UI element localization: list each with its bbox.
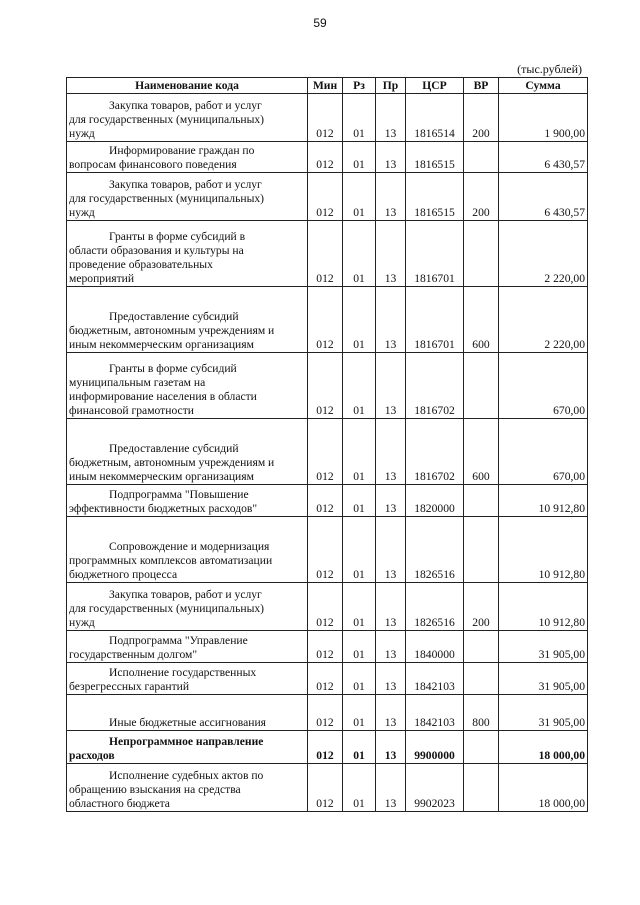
cell-csr: 9900000 <box>406 731 464 764</box>
cell-min: 012 <box>308 731 343 764</box>
cell-pr: 13 <box>376 221 406 287</box>
table-row <box>67 287 588 353</box>
cell-pr: 13 <box>376 353 406 419</box>
cell-name-line: иным некоммерческим организациям <box>69 470 254 483</box>
cell-rz: 01 <box>343 419 376 485</box>
cell-rz: 01 <box>343 142 376 173</box>
cell-min: 012 <box>308 631 343 663</box>
cell-csr: 1816702 <box>406 419 464 485</box>
cell-csr: 1816701 <box>406 221 464 287</box>
cell-min: 012 <box>308 663 343 695</box>
table-body <box>67 94 588 812</box>
cell-sum: 1 900,00 <box>499 94 588 142</box>
header-sum: Сумма <box>499 78 588 94</box>
cell-name-line: Исполнение государственных <box>109 666 257 679</box>
cell-csr: 1842103 <box>406 663 464 695</box>
cell-name-line: безрегрессных гарантий <box>69 680 190 693</box>
table-row <box>67 631 588 663</box>
cell-csr: 1816701 <box>406 287 464 353</box>
cell-min: 012 <box>308 287 343 353</box>
cell-rz: 01 <box>343 731 376 764</box>
cell-rz: 01 <box>343 631 376 663</box>
cell-pr: 13 <box>376 731 406 764</box>
cell-name-line: бюджетного процесса <box>69 568 178 581</box>
cell-name-line: области образования и культуры на <box>69 244 244 257</box>
cell-name-line: Гранты в форме субсидий <box>109 362 237 375</box>
cell-sum: 31 905,00 <box>499 631 588 663</box>
cell-name-line: Сопровождение и модернизация <box>109 540 270 553</box>
cell-sum: 6 430,57 <box>499 173 588 221</box>
table-row <box>67 764 588 812</box>
cell-name <box>67 663 308 695</box>
cell-csr: 1826516 <box>406 517 464 583</box>
cell-min: 012 <box>308 583 343 631</box>
header-csr: ЦСР <box>406 78 464 94</box>
cell-name-line: обращению взыскания на средства <box>69 783 241 796</box>
cell-name <box>67 353 308 419</box>
cell-vr <box>464 631 499 663</box>
cell-name-line: для государственных (муниципальных) <box>69 602 265 615</box>
cell-rz: 01 <box>343 221 376 287</box>
cell-sum: 10 912,80 <box>499 485 588 517</box>
cell-name-line: вопросам финансового поведения <box>69 158 237 171</box>
cell-vr: 200 <box>464 173 499 221</box>
cell-vr <box>464 142 499 173</box>
cell-name <box>67 419 308 485</box>
cell-pr: 13 <box>376 517 406 583</box>
cell-sum: 31 905,00 <box>499 663 588 695</box>
header-rz: Рз <box>343 78 376 94</box>
cell-sum: 670,00 <box>499 419 588 485</box>
cell-vr <box>464 731 499 764</box>
cell-vr: 200 <box>464 94 499 142</box>
cell-name-line: Подпрограмма "Повышение <box>109 488 249 501</box>
cell-pr: 13 <box>376 764 406 812</box>
cell-rz: 01 <box>343 663 376 695</box>
cell-vr: 200 <box>464 583 499 631</box>
cell-sum: 31 905,00 <box>499 695 588 731</box>
cell-name-line: бюджетным, автономным учреждениям и <box>69 456 275 469</box>
cell-name-line: Закупка товаров, работ и услуг <box>109 178 262 191</box>
table-row <box>67 583 588 631</box>
cell-min: 012 <box>308 94 343 142</box>
cell-pr: 13 <box>376 419 406 485</box>
cell-rz: 01 <box>343 583 376 631</box>
table-row <box>67 485 588 517</box>
cell-name-line: Подпрограмма "Управление <box>109 634 248 647</box>
cell-sum: 10 912,80 <box>499 517 588 583</box>
cell-pr: 13 <box>376 485 406 517</box>
cell-pr: 13 <box>376 695 406 731</box>
cell-min: 012 <box>308 419 343 485</box>
cell-pr: 13 <box>376 94 406 142</box>
table-row <box>67 731 588 764</box>
cell-name <box>67 94 308 142</box>
cell-name-line: Гранты в форме субсидий в <box>109 230 246 243</box>
cell-name-line: для государственных (муниципальных) <box>69 113 265 126</box>
cell-rz: 01 <box>343 353 376 419</box>
cell-csr: 1820000 <box>406 485 464 517</box>
cell-name-line: мероприятий <box>69 272 135 285</box>
cell-min: 012 <box>308 764 343 812</box>
table-row <box>67 173 588 221</box>
cell-csr: 9902023 <box>406 764 464 812</box>
cell-vr <box>464 353 499 419</box>
cell-name-line: муниципальным газетам на <box>69 376 206 389</box>
cell-min: 012 <box>308 485 343 517</box>
cell-name <box>67 764 308 812</box>
cell-csr: 1816515 <box>406 142 464 173</box>
cell-name-line: Информирование граждан по <box>109 144 255 157</box>
table-row <box>67 517 588 583</box>
cell-name-line: Предоставление субсидий <box>109 442 239 455</box>
cell-pr: 13 <box>376 173 406 221</box>
cell-min: 012 <box>308 142 343 173</box>
cell-rz: 01 <box>343 764 376 812</box>
cell-name-line: Предоставление субсидий <box>109 310 239 323</box>
cell-csr: 1816515 <box>406 173 464 221</box>
table-row <box>67 663 588 695</box>
cell-pr: 13 <box>376 287 406 353</box>
cell-name-line: эффективности бюджетных расходов" <box>69 502 258 515</box>
cell-rz: 01 <box>343 517 376 583</box>
cell-vr <box>464 517 499 583</box>
cell-sum: 2 220,00 <box>499 221 588 287</box>
cell-sum: 10 912,80 <box>499 583 588 631</box>
cell-min: 012 <box>308 353 343 419</box>
cell-name-line: финансовой грамотности <box>69 404 194 417</box>
cell-name <box>67 173 308 221</box>
cell-name <box>67 485 308 517</box>
cell-rz: 01 <box>343 287 376 353</box>
cell-name-line: областного бюджета <box>69 797 170 810</box>
units-label: (тыс.рублей) <box>517 62 582 76</box>
cell-name-line: нужд <box>69 616 95 629</box>
cell-name-line: Закупка товаров, работ и услуг <box>109 588 262 601</box>
header-pr: Пр <box>376 78 406 94</box>
header-name: Наименование кода <box>67 78 308 94</box>
cell-name-line: проведение образовательных <box>69 258 213 271</box>
cell-name-line: нужд <box>69 127 95 140</box>
header-vr: ВР <box>464 78 499 94</box>
cell-name <box>67 631 308 663</box>
table-row <box>67 695 588 731</box>
cell-min: 012 <box>308 221 343 287</box>
cell-name-line: расходов <box>69 749 115 762</box>
table-row <box>67 353 588 419</box>
cell-rz: 01 <box>343 695 376 731</box>
cell-name-line: для государственных (муниципальных) <box>69 192 265 205</box>
cell-name-line: информирование населения в области <box>69 390 257 403</box>
cell-sum: 2 220,00 <box>499 287 588 353</box>
cell-name <box>67 517 308 583</box>
cell-vr: 600 <box>464 287 499 353</box>
cell-sum: 670,00 <box>499 353 588 419</box>
cell-pr: 13 <box>376 631 406 663</box>
cell-csr: 1816514 <box>406 94 464 142</box>
cell-name-line: Исполнение судебных актов по <box>109 769 264 782</box>
table-row <box>67 142 588 173</box>
cell-min: 012 <box>308 517 343 583</box>
cell-name <box>67 287 308 353</box>
table-row <box>67 419 588 485</box>
cell-name-line: государственным долгом" <box>69 648 198 661</box>
cell-csr: 1840000 <box>406 631 464 663</box>
cell-csr: 1816702 <box>406 353 464 419</box>
cell-vr <box>464 764 499 812</box>
cell-min: 012 <box>308 173 343 221</box>
cell-name <box>67 695 308 731</box>
table-header-row <box>67 78 588 94</box>
page-number: 59 <box>313 16 327 30</box>
cell-sum: 18 000,00 <box>499 764 588 812</box>
cell-min: 012 <box>308 695 343 731</box>
cell-name-line: нужд <box>69 206 95 219</box>
cell-vr <box>464 485 499 517</box>
cell-name-line: иным некоммерческим организациям <box>69 338 254 351</box>
cell-name-line: Иные бюджетные ассигнования <box>109 716 266 729</box>
budget-table <box>66 77 588 812</box>
cell-rz: 01 <box>343 485 376 517</box>
cell-pr: 13 <box>376 663 406 695</box>
cell-csr: 1842103 <box>406 695 464 731</box>
cell-name <box>67 221 308 287</box>
cell-name-line: Закупка товаров, работ и услуг <box>109 99 262 112</box>
cell-rz: 01 <box>343 94 376 142</box>
cell-name <box>67 142 308 173</box>
cell-pr: 13 <box>376 142 406 173</box>
cell-name-line: бюджетным, автономным учреждениям и <box>69 324 275 337</box>
header-min: Мин <box>308 78 343 94</box>
cell-name-line: программных комплексов автоматизации <box>69 554 273 567</box>
cell-vr: 800 <box>464 695 499 731</box>
cell-vr <box>464 221 499 287</box>
cell-name <box>67 583 308 631</box>
cell-pr: 13 <box>376 583 406 631</box>
cell-name-line: Непрограммное направление <box>109 735 264 748</box>
table-row <box>67 221 588 287</box>
cell-rz: 01 <box>343 173 376 221</box>
cell-sum: 6 430,57 <box>499 142 588 173</box>
cell-name <box>67 731 308 764</box>
cell-vr: 600 <box>464 419 499 485</box>
cell-csr: 1826516 <box>406 583 464 631</box>
table-row <box>67 94 588 142</box>
cell-sum: 18 000,00 <box>499 731 588 764</box>
cell-vr <box>464 663 499 695</box>
